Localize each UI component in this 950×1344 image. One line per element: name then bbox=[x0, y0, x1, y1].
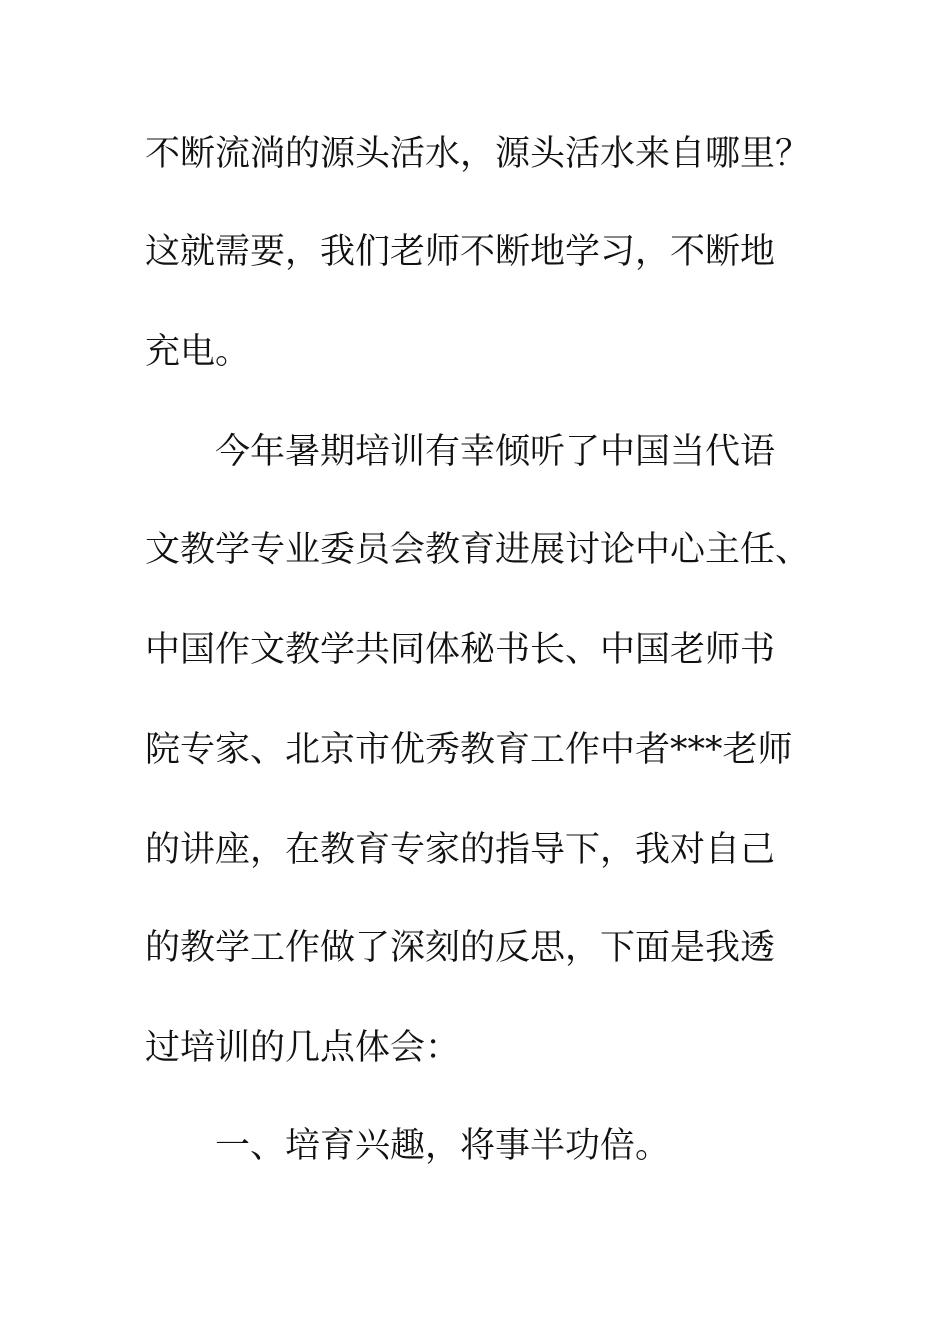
body-text-line: 这就需要，我们老师不断地学习，不断地 bbox=[145, 232, 776, 272]
body-text-line: 的教学工作做了深刻的反思，下面是我透 bbox=[145, 928, 776, 968]
body-text-line: 院专家、北京市优秀教育工作中者***老师 bbox=[145, 730, 793, 770]
body-text-line: 过培训的几点体会： bbox=[145, 1028, 461, 1068]
paragraph-first-line: 今年暑期培训有幸倾听了中国当代语 bbox=[215, 432, 776, 472]
section-heading: 一、培育兴趣，将事半功倍。 bbox=[215, 1126, 671, 1166]
body-text-line: 不断流淌的源头活水，源头活水来自哪里？ bbox=[145, 134, 811, 174]
body-text-line: 充电。 bbox=[145, 332, 251, 372]
body-text-line: 文教学专业委员会教育进展讨论中心主任、 bbox=[145, 530, 811, 570]
body-text-line: 的讲座，在教育专家的指导下，我对自己 bbox=[145, 830, 776, 870]
body-text-line: 中国作文教学共同体秘书长、中国老师书 bbox=[145, 630, 776, 670]
